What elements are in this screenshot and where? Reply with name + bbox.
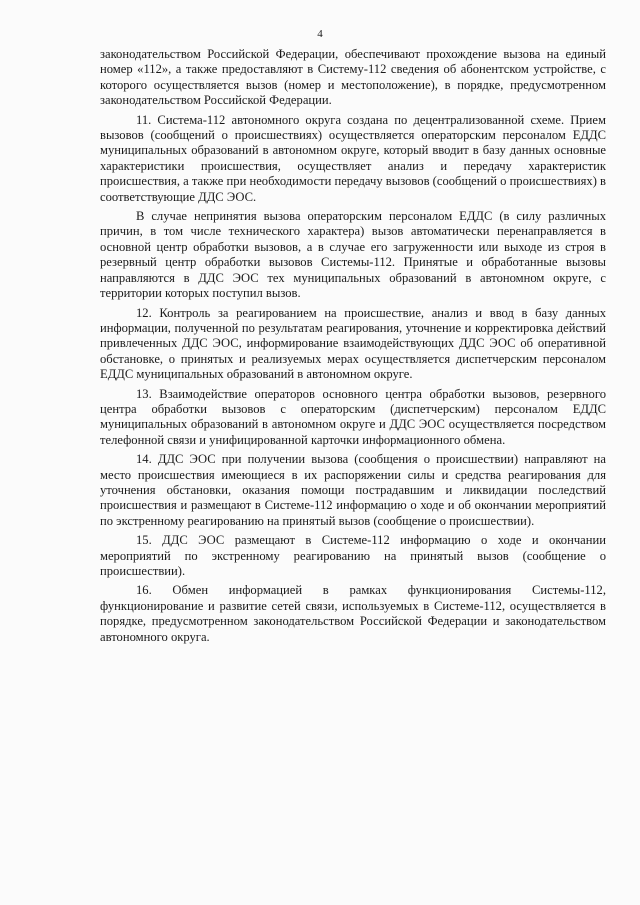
paragraph-item-12: 12. Контроль за реагированием на происшествие, анализ и ввод в базу данных информации, полученной по результатам реагирования, уточнение и корректировка действий привлеченных ДДС ЭОС, информирование взаимодействующих ДДС ЭОС об оперативной обстановке, о принятых и реализуемых мерах осуществляется диспетчерским персоналом ЕДДС муниципальных образований в автономном округе. (100, 305, 606, 382)
paragraph-item-11-continued: В случае непринятия вызова операторским персоналом ЕДДС (в силу различных причин, в том числе технического характера) вызов автоматически перенаправляется в основной центр обработки вызовов, а в случае его загруженности или выходе из строя в резервный центр обработки вызовов Системы-112. Принятые и обработанные вызовы направляются в ДДС ЭОС тех муниципальных образований в автономном округе, с территории которых поступил вызов. (100, 209, 606, 301)
paragraph-item-14: 14. ДДС ЭОС при получении вызова (сообщения о происшествии) направляют на место происшествия имеющиеся в их распоряжении силы и средства реагирования для уточнения обстановки, оказания помощи пострадавшим и ликвидации последствий происшествия и размещают в Системе-112 информацию о ходе и об окончании мероприятий по экстренному реагированию на принятый вызов (сообщение о происшествии). (100, 452, 606, 528)
paragraph-item-11: 11. Система-112 автономного округа создана по децентрализованной схеме. Прием вызовов (сообщений о происшествиях) осуществляется операторским персоналом ЕДДС муниципальных образований в автономном округе, который вводит в базу данных основные характеристики происшествия, осуществляет анализ и передачу характеристик происшествия, а также при необходимости передачу вызовов (сообщений о происшествиях) в соответствующие ДДС ЭОС. (100, 112, 606, 204)
paragraph-item-16: 16. Обмен информацией в рамках функционирования Системы-112, функционирование и развитие сетей связи, используемых в Системе-112, осуществляется в порядке, предусмотренном законодательством Российской Федерации и законодательством автономного округа. (100, 583, 606, 644)
page-number: 4 (317, 28, 323, 40)
paragraph-item-13: 13. Взаимодействие операторов основного центра обработки вызовов, резервного центра обработки вызовов с операторским (диспетчерским) персоналом ЕДДС муниципальных образований в автономном округе и ДДС ЭОС осуществляется посредством телефонной связи и унифицированной карточки информационного обмена. (100, 386, 606, 447)
paragraph-item-15: 15. ДДС ЭОС размещают в Системе-112 информацию о ходе и окончании мероприятий по экстренному реагированию на принятый вызов (сообщение о происшествии). (100, 533, 606, 578)
document-body (100, 47, 606, 649)
paragraph-continuation: законодательством Российской Федерации, обеспечивают прохождение вызова на единый номер «112», а также предоставляют в Систему-112 сведения об абонентском устройстве, с которого осуществляется вызов (номер и местоположение), в порядке, предусмотренном законодательством Российской Федерации. (100, 47, 606, 108)
